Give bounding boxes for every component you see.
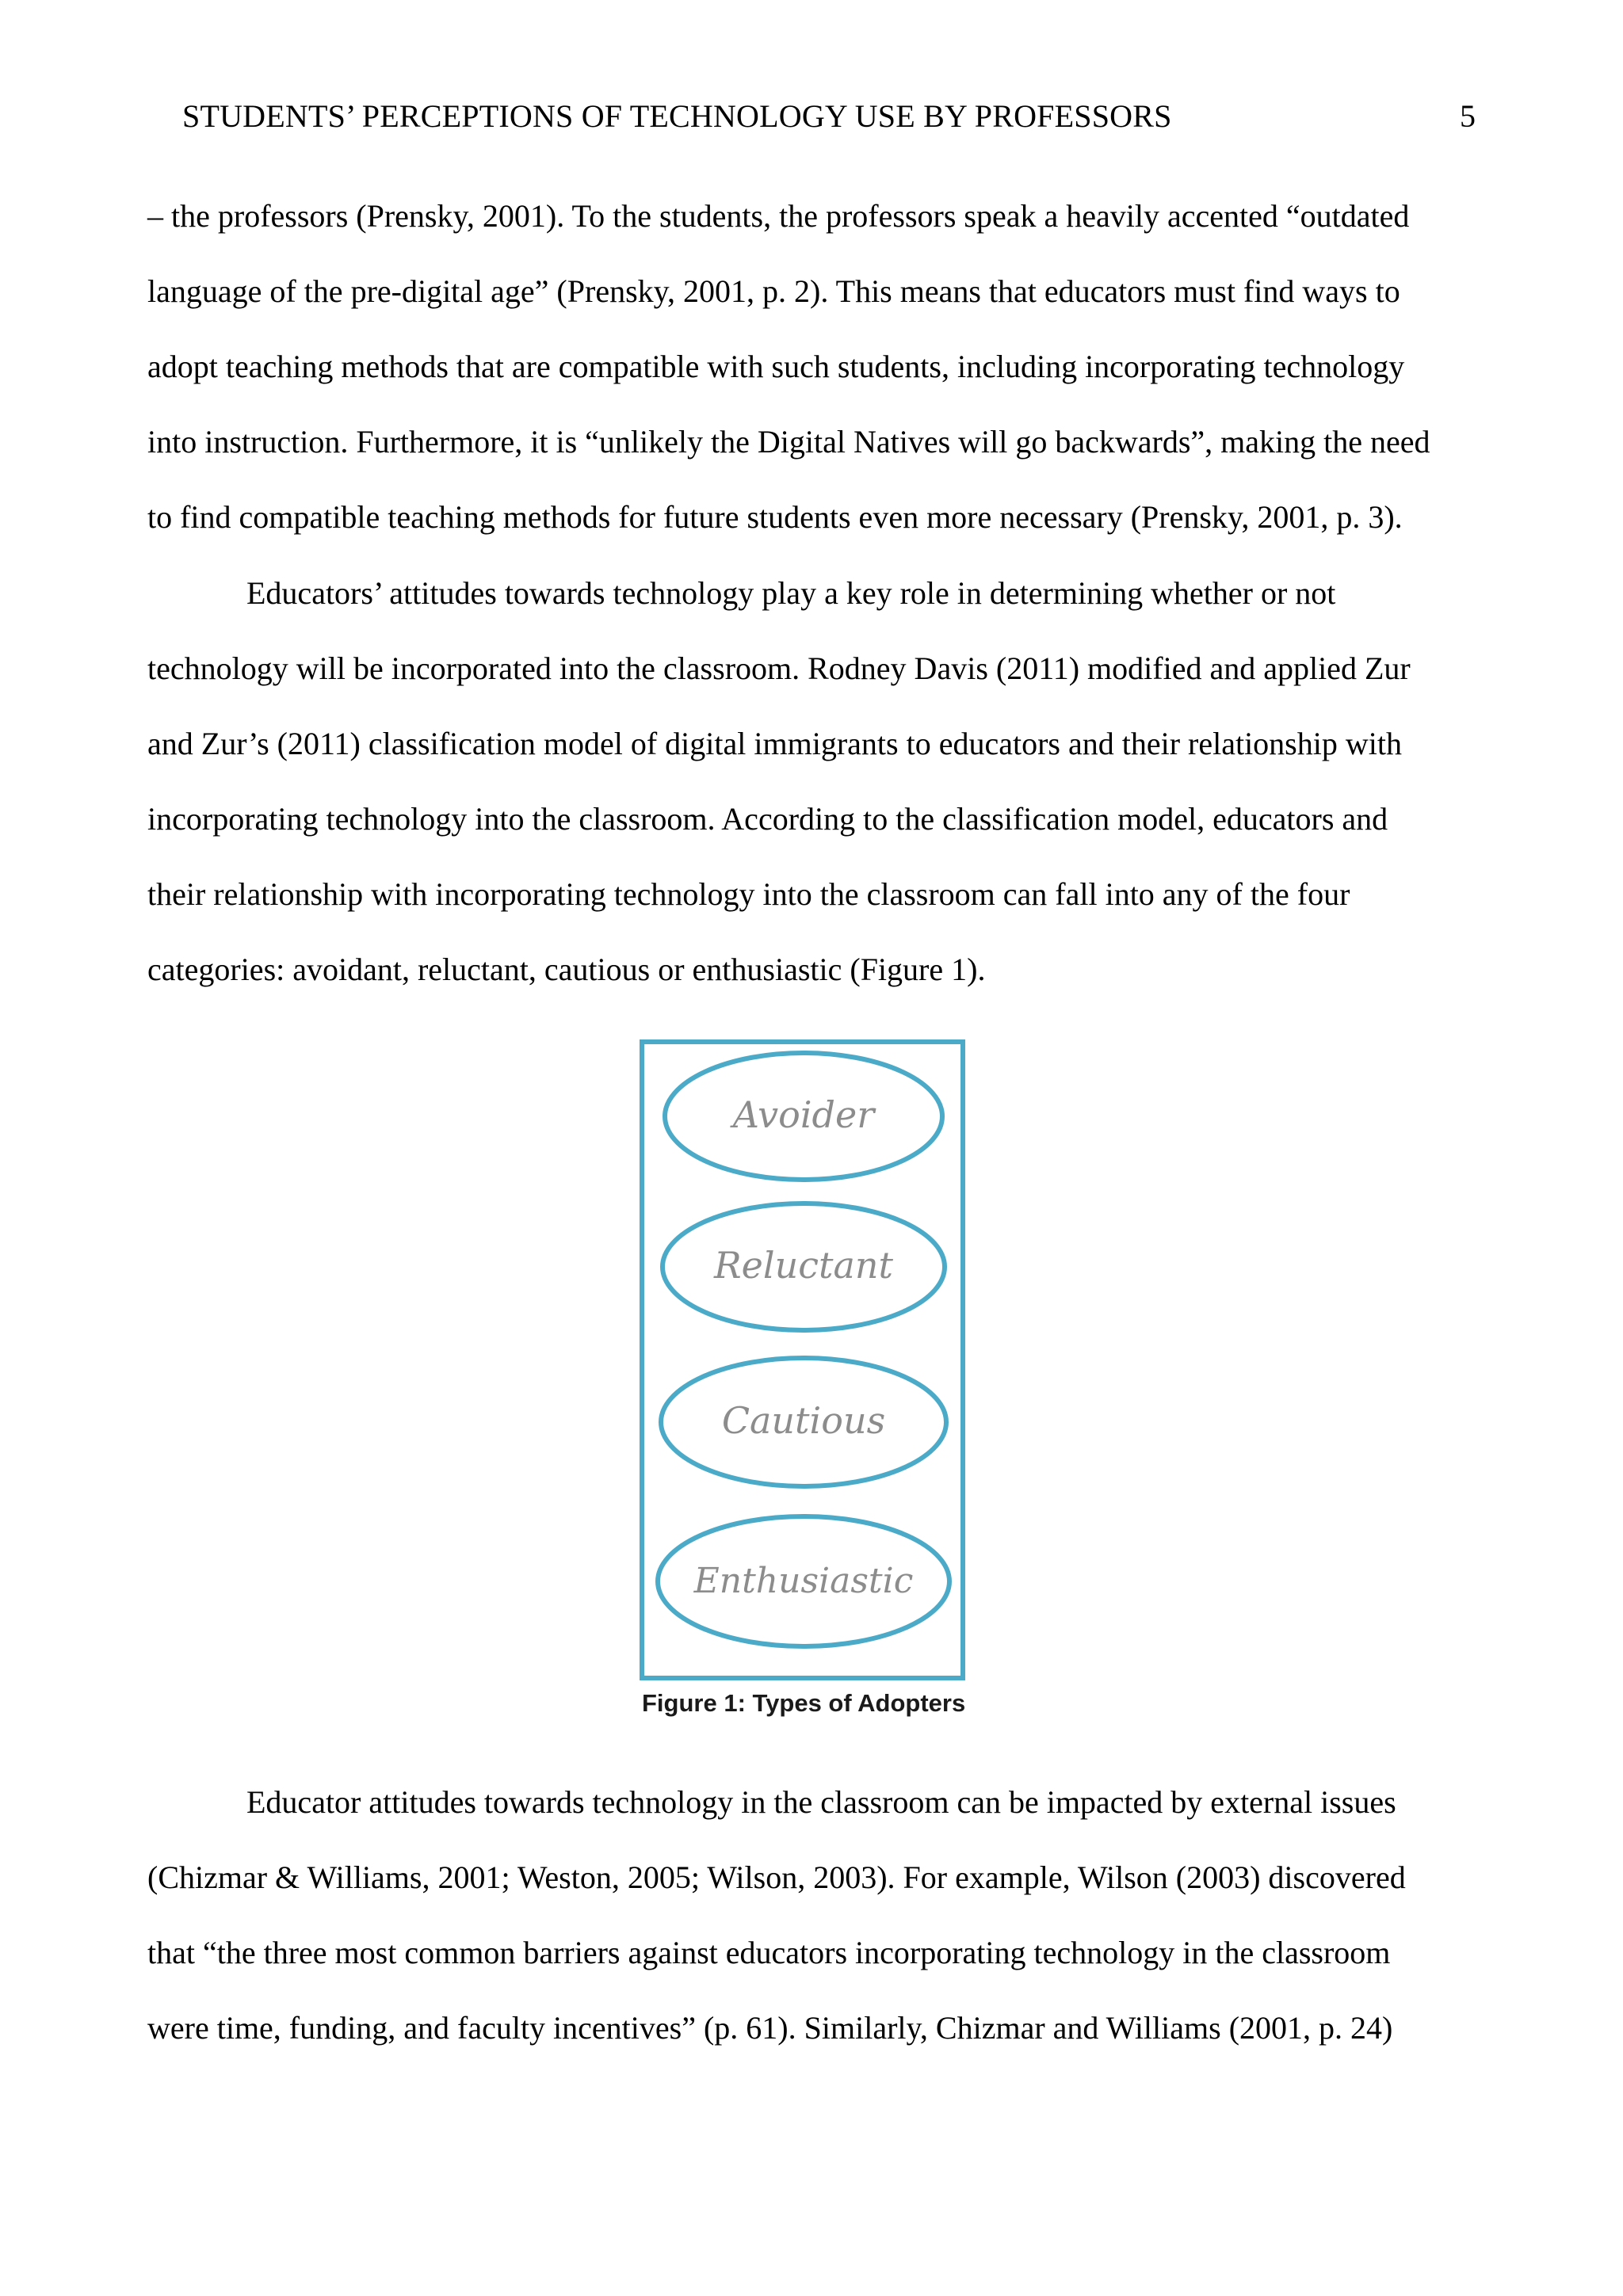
paragraph-1-line-2: language of the pre-digital age” (Prensky, 2001, p. 2). This means that educators must find ways to <box>147 273 1400 309</box>
figure-1 <box>626 1034 1006 1731</box>
adopters-diagram <box>626 1034 1006 1731</box>
paragraph-2-line-6: categories: avoidant, reluctant, cautious or enthusiastic (Figure 1). <box>147 952 986 987</box>
paragraph-1-line-3: adopt teaching methods that are compatible with such students, including incorporating technology <box>147 349 1405 384</box>
paragraph-2-line-2: technology will be incorporated into the classroom. Rodney Davis (2011) modified and applied Zur <box>147 650 1411 686</box>
figure-caption: Figure 1: Types of Adopters <box>642 1689 966 1717</box>
paragraph-3-line-1: Educator attitudes towards technology in the classroom can be impacted by external issues <box>246 1784 1396 1820</box>
running-head <box>182 97 1623 136</box>
paragraph-3-line-2: (Chizmar & Williams, 2001; Weston, 2005; Wilson, 2003). For example, Wilson (2003) discovered <box>147 1859 1406 1895</box>
oval-enthusiastic-label: Enthusiastic <box>693 1561 914 1601</box>
paragraph-1-line-4: into instruction. Furthermore, it is “unlikely the Digital Natives will go backwards”, making the need <box>147 424 1430 460</box>
paragraph-3-line-3: that “the three most common barriers against educators incorporating technology in the classroom <box>147 1935 1391 1970</box>
running-head-title: STUDENTS’ PERCEPTIONS OF TECHNOLOGY USE BY PROFESSORS <box>182 98 1172 134</box>
paragraph-3-line-4: were time, funding, and faculty incentives” (p. 61). Similarly, Chizmar and Williams (2001, p. 24) <box>147 2010 1393 2046</box>
paragraph-2-line-3: and Zur’s (2011) classification model of digital immigrants to educators and their relationship with <box>147 726 1402 761</box>
paragraph-2-line-1: Educators’ attitudes towards technology play a key role in determining whether or not <box>246 575 1336 611</box>
paragraph-1-line-5: to find compatible teaching methods for future students even more necessary (Prensky, 2001, p. 3). <box>147 499 1403 535</box>
oval-reluctant-label: Reluctant <box>714 1244 893 1287</box>
oval-cautious-label: Cautious <box>721 1399 886 1442</box>
page-number: 5 <box>1460 98 1476 134</box>
paragraph-2-line-5: their relationship with incorporating technology into the classroom can fall into any of the four <box>147 876 1350 912</box>
oval-avoider-label: Avoider <box>732 1093 875 1136</box>
paragraph-1-line-1: – the professors (Prensky, 2001). To the students, the professors speak a heavily accented “outdated <box>147 198 1410 234</box>
paragraph-2-line-4: incorporating technology into the classroom. According to the classification model, educators and <box>147 801 1388 837</box>
